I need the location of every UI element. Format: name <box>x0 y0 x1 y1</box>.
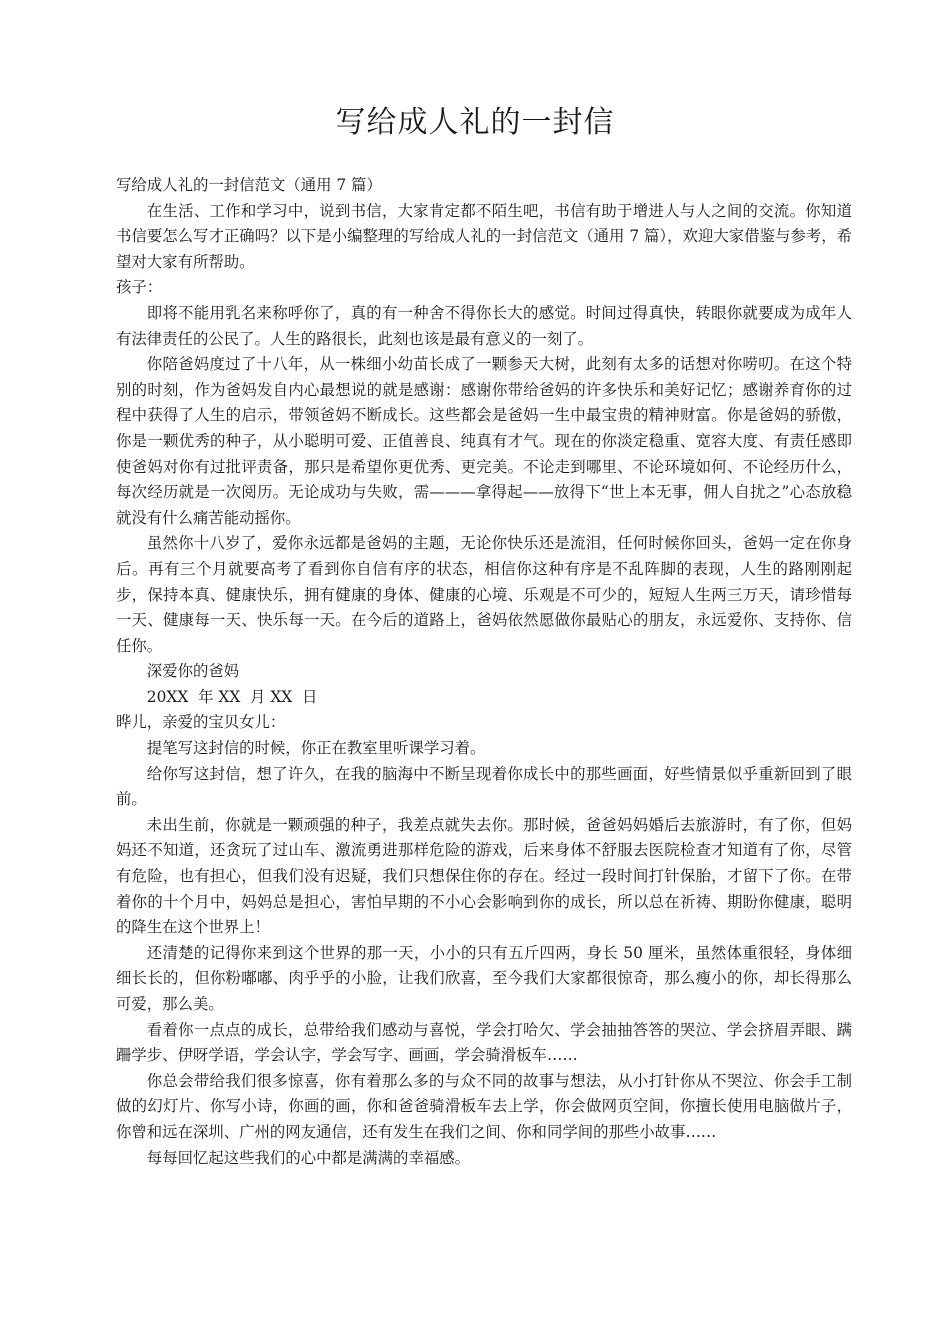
letter-signature: 深爱你的爸妈 <box>146 662 240 681</box>
body-paragraph: 每每回忆起这些我们的心中都是满满的幸福感。 <box>146 1148 471 1167</box>
body-paragraph: 即将不能用乳名来称呼你了，真的有一种舍不得你长大的感觉。时间过得真快，转眼你就要成为成年人有法律责任的公民了。人生的路很长，此刻也该是最有意义的一刻了。 <box>116 303 852 348</box>
document-body <box>116 173 852 1171</box>
letter-salutation: 孩子： <box>116 278 163 297</box>
body-paragraph: 看着你一点点的成长，总带给我们感动与喜悦，学会打哈欠、学会抽抽答答的哭泣、学会挤眉弄眼、蹒跚学步、伊呀学语，学会认字，学会写字、画画，学会骑滑板车…… <box>116 1020 852 1065</box>
body-paragraph: 你陪爸妈度过了十八年，从一株细小幼苗长成了一颗参天大树，此刻有太多的话想对你唠叨。在这个特别的时刻，作为爸妈发自内心最想说的就是感谢：感谢你带给爸妈的许多快乐和美好记忆；感谢养育你的过程中获得了人生的启示，带领爸妈不断成长。这些都会是爸妈一生中最宝贵的精神财富。你是爸妈的骄傲，你是一颗优秀的种子，从小聪明可爱、正值善良、纯真有才气。现在的你淡定稳重、宽容大度、有责任感即使爸妈对你有过批评责备，那只是希望你更优秀、更完美。不论走到哪里、不论环境如何、不论经历什么，每次经历就是一次阅历。无论成功与失败，需———拿得起——放得下“世上本无事，佣人自扰之”心态放稳就没有什么痛苦能动摇你。 <box>116 355 852 527</box>
body-paragraph: 虽然你十八岁了，爱你永远都是爸妈的主题，无论你快乐还是流泪，任何时候你回头，爸妈一定在你身后。再有三个月就要高考了看到你自信有序的状态，相信你这种有序是不乱阵脚的表现，人生的路刚刚起步，保持本真、健康快乐，拥有健康的身体、健康的心境、乐观是不可少的，短短人生两三万天，请珍惜每一天、健康每一天、快乐每一天。在今后的道路上，爸妈依然愿做你最贴心的朋友，永远爱你、支持你、信任你。 <box>116 534 852 655</box>
letter-salutation: 晔儿，亲爱的宝贝女儿： <box>116 713 286 732</box>
body-paragraph: 未出生前，你就是一颗顽强的种子，我差点就失去你。那时候，爸爸妈妈婚后去旅游时，有了你，但妈妈还不知道，还贪玩了过山车、激流勇进那样危险的游戏，后来身体不舒服去医院检查才知道有了你，尽管有危险，也有担心，但我们没有迟疑，我们只想保住你的存在。经过一段时间打针保胎，才留下了你。在带着你的十个月中，妈妈总是担心，害怕早期的不小心会影响到你的成长，所以总在祈祷、期盼你健康，聪明的降生在这个世界上！ <box>116 815 852 937</box>
document-title: 写给成人礼的一封信 <box>335 105 615 140</box>
letter-date: 20XX 年 XX 月 XX 日 <box>146 687 318 706</box>
subtitle-line: 写给成人礼的一封信范文（通用 7 篇） <box>116 176 382 194</box>
body-paragraph: 你总会带给我们很多惊喜，你有着那么多的与众不同的故事与想法，从小打针你从不哭泣、你会手工制做的幻灯片、你写小诗，你画的画，你和爸爸骑滑板车去上学，你会做网页空间，你擅长使用电脑做片子，你曾和远在深圳、广州的网友通信，还有发生在我们之间、你和同学间的那些小故事…… <box>116 1071 852 1141</box>
body-paragraph: 给你写这封信，想了许久，在我的脑海中不断呈现着你成长中的那些画面，好些情景似乎重新回到了眼前。 <box>116 764 852 809</box>
body-paragraph: 提笔写这封信的时候，你正在教室里听课学习着。 <box>146 739 486 758</box>
body-paragraph: 还清楚的记得你来到这个世界的那一天，小小的只有五斤四两，身长 50 厘米，虽然体重很轻，身体细细长长的，但你粉嘟嘟、肉乎乎的小脸，让我们欣喜，至今我们大家都很惊奇，那么瘦小的你，却长得那么可爱，那么美。 <box>116 943 852 1013</box>
intro-paragraph: 在生活、工作和学习中，说到书信，大家肯定都不陌生吧，书信有助于增进人与人之间的交流。你知道书信要怎么写才正确吗？以下是小编整理的写给成人礼的一封信范文（通用 7 篇），欢迎大家借鉴与参考，希望对大家有所帮助。 <box>116 201 852 271</box>
